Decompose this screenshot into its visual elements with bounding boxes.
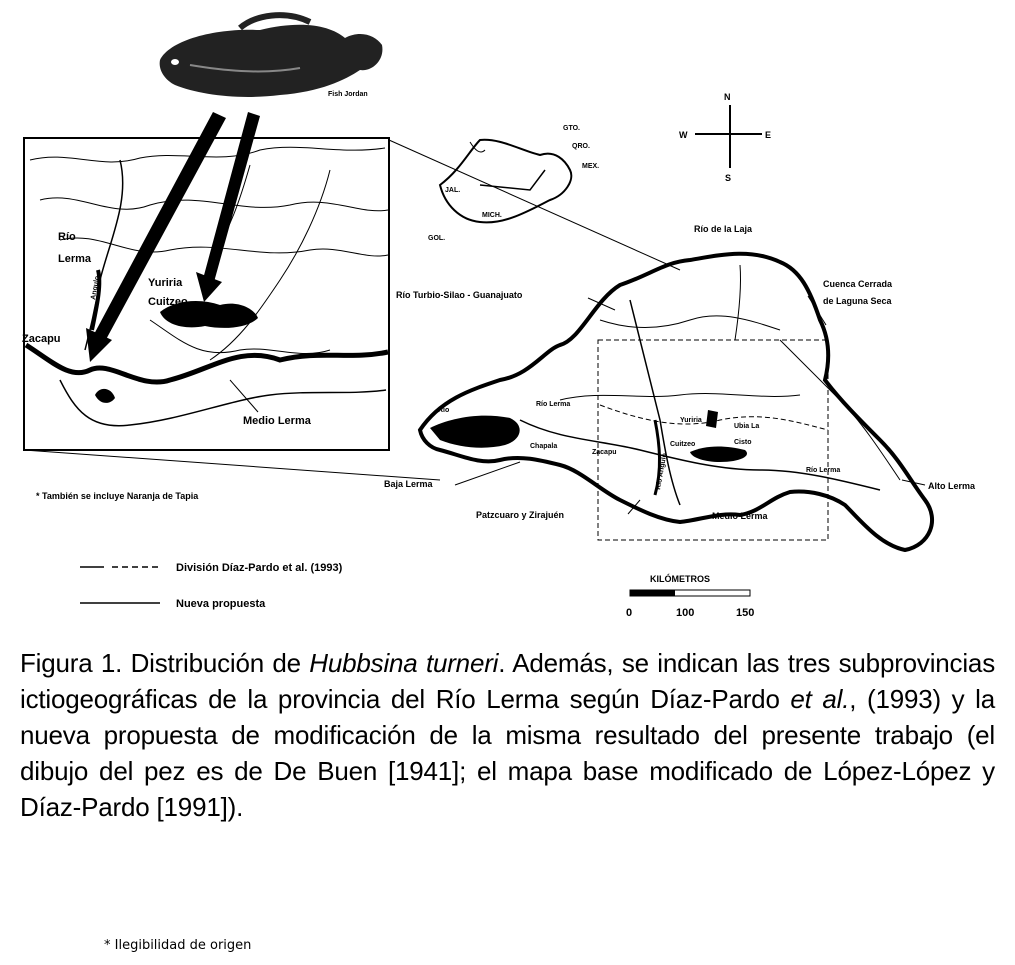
- inset-mich: MICH.: [482, 212, 502, 219]
- label-rio-lerma-2: Lerma: [58, 253, 92, 265]
- caption-species: Hubbsina turneri: [309, 648, 499, 678]
- caption-etal: et al.: [790, 684, 850, 714]
- label-rio-lerma-right: Río Lerma: [536, 401, 571, 408]
- footnote-left: * También se incluye Naranja de Tapia: [36, 491, 199, 501]
- label-rio-small: Río: [438, 407, 450, 414]
- label-zacapu: Zacapu: [22, 333, 61, 345]
- scale-title: KILÓMETROS: [650, 574, 710, 584]
- connector-line-bottom: [24, 450, 440, 480]
- compass-w: W: [679, 130, 688, 140]
- compass-e: E: [765, 130, 772, 140]
- basin-map: [384, 224, 976, 550]
- inset-map: [428, 125, 599, 242]
- label-zacapu-right: Zacapu: [592, 449, 617, 456]
- inset-jal: JAL.: [445, 187, 461, 194]
- caption-part-3: , (1993) y la nueva propuesta de modificación de la misma resultado del presente trabajo (el dibujo del pez es de De Buen [1941]; el mapa base modificado de López-López y Díaz-Pardo [1991]).: [20, 684, 996, 822]
- label-yuriria-right: Yuriria: [680, 417, 702, 424]
- caption-part-2: . Además, se indican las tres subprovincias ictiogeográficas de la provincia del Río Lerma según Díaz-Pardo: [20, 648, 995, 714]
- legend-nueva: Nueva propuesta: [176, 598, 266, 610]
- label-medio-lerma-left: Medio Lerma: [243, 415, 311, 427]
- label-cuenca-2: de Laguna Seca: [823, 296, 892, 306]
- inset-gol: GOL.: [428, 235, 446, 242]
- label-baja-lerma: Baja Lerma: [384, 479, 433, 489]
- label-cuenca-1: Cuenca Cerrada: [823, 279, 893, 289]
- label-patzcuaro: Patzcuaro y Zirajuén: [476, 510, 565, 520]
- scale-tick-150: 150: [736, 607, 755, 619]
- label-rio-lerma-1: Río: [58, 231, 76, 243]
- legend: [80, 562, 343, 610]
- label-rio-turbio: Río Turbio-Silao - Guanajuato: [396, 290, 523, 300]
- figure-caption: [20, 645, 995, 825]
- compass-n: N: [724, 92, 731, 102]
- label-rio-laja: Río de la Laja: [694, 224, 753, 234]
- caption-part-1: Figura 1. Distribución de: [20, 648, 310, 678]
- scale-tick-100: 100: [676, 607, 695, 619]
- inset-gto: GTO.: [563, 125, 580, 132]
- label-lago-ub: Ubia La: [734, 423, 760, 430]
- fish-drawing: [160, 15, 383, 98]
- connector-line-top: [389, 140, 680, 270]
- label-chapala: Chapala: [530, 443, 558, 450]
- label-rio-lerma-2: Río Lerma: [806, 467, 841, 474]
- compass-s: S: [725, 173, 732, 183]
- compass-rose: [679, 92, 771, 183]
- label-medio-lerma-right: Medio Lerma: [712, 511, 768, 521]
- label-alto-lerma: Alto Lerma: [928, 481, 976, 491]
- legend-division: División Díaz-Pardo et al. (1993): [176, 562, 343, 574]
- label-cuitzeo-right: Cuitzeo: [670, 441, 696, 448]
- label-rio-angulo: Río Angulo: [655, 452, 669, 491]
- inset-mex: MEX.: [582, 163, 600, 170]
- scale-tick-0: 0: [626, 607, 633, 619]
- inset-qro: QRO.: [572, 143, 590, 150]
- label-cisto: Cisto: [734, 439, 752, 446]
- footnote: * Ilegibilidad de origen: [104, 938, 252, 953]
- label-cuitzeo: Cuitzeo: [148, 296, 188, 308]
- label-yuriria: Yuriria: [148, 277, 183, 289]
- label-angulo: Angulo: [90, 275, 102, 301]
- fish-credit: Fish Jordan: [328, 91, 368, 98]
- scale-bar: [626, 573, 754, 619]
